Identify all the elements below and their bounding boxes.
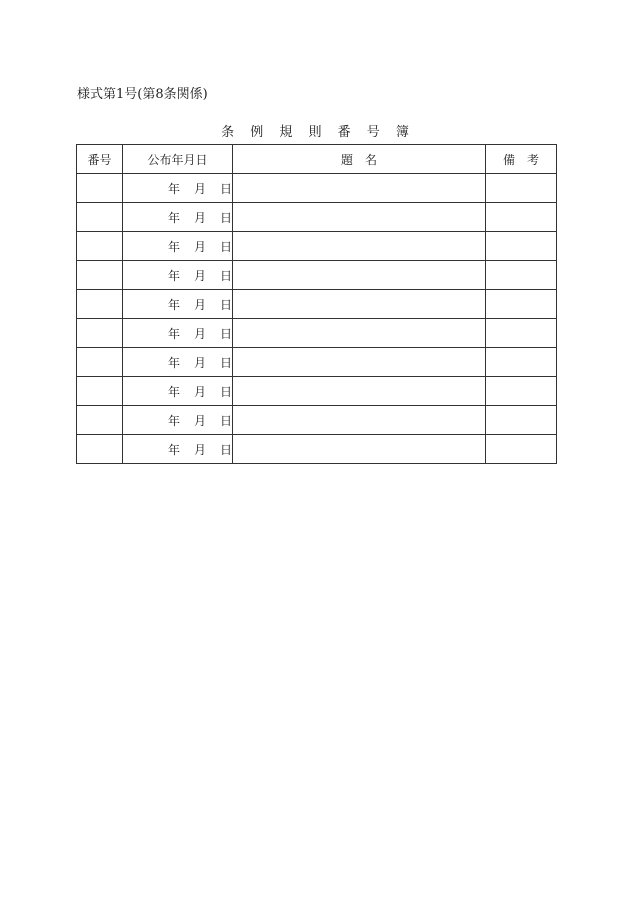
cell-number <box>77 435 123 464</box>
cell-number <box>77 319 123 348</box>
cell-remarks <box>486 261 557 290</box>
cell-subject <box>233 290 486 319</box>
date-unit-year: 年 <box>167 210 180 225</box>
date-unit-month: 月 <box>193 210 206 225</box>
cell-date <box>123 290 233 319</box>
date-unit-day: 日 <box>219 326 232 341</box>
table-row <box>77 377 557 406</box>
cell-date <box>123 319 233 348</box>
register-body <box>77 174 557 464</box>
table-row <box>77 435 557 464</box>
cell-subject <box>233 377 486 406</box>
header-date: 公布年月日 <box>123 145 233 174</box>
table-row <box>77 232 557 261</box>
cell-remarks <box>486 232 557 261</box>
cell-subject <box>233 348 486 377</box>
date-unit-month: 月 <box>193 413 206 428</box>
date-unit-month: 月 <box>193 384 206 399</box>
cell-number <box>77 174 123 203</box>
cell-date <box>123 435 233 464</box>
date-unit-year: 年 <box>167 181 180 196</box>
cell-number <box>77 290 123 319</box>
date-unit-month: 月 <box>193 181 206 196</box>
date-unit-year: 年 <box>167 268 180 283</box>
cell-date <box>123 261 233 290</box>
cell-subject <box>233 203 486 232</box>
cell-subject <box>233 232 486 261</box>
cell-date <box>123 174 233 203</box>
cell-remarks <box>486 406 557 435</box>
cell-date <box>123 203 233 232</box>
date-unit-day: 日 <box>219 442 232 457</box>
date-unit-year: 年 <box>167 384 180 399</box>
header-subject: 題 名 <box>233 145 486 174</box>
cell-date <box>123 406 233 435</box>
cell-subject <box>233 174 486 203</box>
table-row <box>77 406 557 435</box>
date-unit-day: 日 <box>219 239 232 254</box>
table-row <box>77 290 557 319</box>
date-unit-day: 日 <box>219 181 232 196</box>
form-label: 様式第1号(第8条関係) <box>77 87 208 102</box>
cell-remarks <box>486 435 557 464</box>
table-row <box>77 261 557 290</box>
date-unit-month: 月 <box>193 239 206 254</box>
date-unit-year: 年 <box>167 442 180 457</box>
date-unit-month: 月 <box>193 268 206 283</box>
cell-remarks <box>486 348 557 377</box>
header-number: 番号 <box>77 145 123 174</box>
date-unit-year: 年 <box>167 413 180 428</box>
cell-subject <box>233 435 486 464</box>
date-unit-month: 月 <box>193 297 206 312</box>
cell-remarks <box>486 377 557 406</box>
document-title: 条 例 規 則 番 号 簿 <box>221 125 415 140</box>
cell-subject <box>233 261 486 290</box>
date-unit-day: 日 <box>219 384 232 399</box>
header-row <box>77 145 557 174</box>
header-remarks: 備 考 <box>486 145 557 174</box>
date-unit-year: 年 <box>167 355 180 370</box>
register-table <box>76 144 557 464</box>
date-unit-month: 月 <box>193 326 206 341</box>
cell-date <box>123 377 233 406</box>
table-row <box>77 174 557 203</box>
date-unit-day: 日 <box>219 268 232 283</box>
cell-number <box>77 261 123 290</box>
date-unit-day: 日 <box>219 355 232 370</box>
date-unit-day: 日 <box>219 297 232 312</box>
table-row <box>77 319 557 348</box>
date-unit-year: 年 <box>167 297 180 312</box>
cell-number <box>77 377 123 406</box>
cell-number <box>77 232 123 261</box>
date-unit-year: 年 <box>167 239 180 254</box>
date-unit-day: 日 <box>219 210 232 225</box>
cell-subject <box>233 319 486 348</box>
table-row <box>77 203 557 232</box>
cell-date <box>123 232 233 261</box>
cell-number <box>77 406 123 435</box>
date-unit-day: 日 <box>219 413 232 428</box>
cell-date <box>123 348 233 377</box>
date-unit-year: 年 <box>167 326 180 341</box>
date-unit-month: 月 <box>193 442 206 457</box>
cell-subject <box>233 406 486 435</box>
cell-remarks <box>486 319 557 348</box>
table-row <box>77 348 557 377</box>
cell-remarks <box>486 203 557 232</box>
cell-number <box>77 348 123 377</box>
cell-number <box>77 203 123 232</box>
date-unit-month: 月 <box>193 355 206 370</box>
cell-remarks <box>486 174 557 203</box>
cell-remarks <box>486 290 557 319</box>
